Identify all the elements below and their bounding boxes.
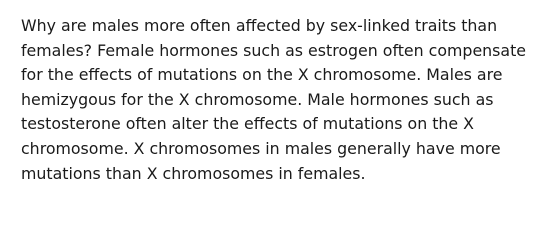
question-line: hemizygous for the X chromosome. Male hormones such as (21, 89, 494, 109)
question-line: females? Female hormones such as estrogen often compensate (21, 40, 526, 60)
question-text-block (21, 14, 551, 186)
question-line: for the effects of mutations on the X chromosome. Males are (21, 65, 503, 85)
question-line: chromosome. X chromosomes in males generally have more (21, 138, 501, 158)
question-line: testosterone often alter the effects of mutations on the X (21, 114, 474, 134)
question-line: mutations than X chromosomes in females. (21, 163, 366, 183)
question-line: Why are males more often affected by sex-linked traits than (21, 16, 498, 35)
